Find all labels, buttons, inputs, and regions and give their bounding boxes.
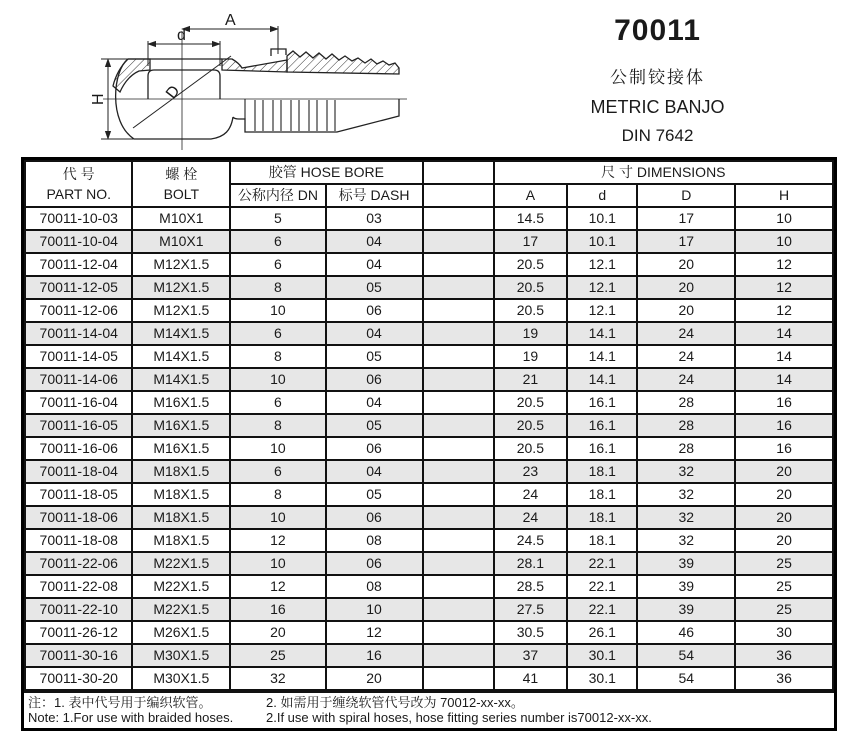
cell-dim-d: 18.1 <box>567 529 637 552</box>
cell-dim-h: 36 <box>735 667 833 690</box>
cell-dim-d: 18.1 <box>567 460 637 483</box>
cell-dim-h: 12 <box>735 253 833 276</box>
cell-part-no: 70011-10-03 <box>25 207 132 230</box>
cell-dim-a: 41 <box>494 667 568 690</box>
cell-dim-a: 20.5 <box>494 299 568 322</box>
cell-dn: 25 <box>230 644 325 667</box>
cell-dash: 10 <box>326 598 423 621</box>
cell-spacer <box>423 368 494 391</box>
cell-dash: 16 <box>326 644 423 667</box>
cell-part-no: 70011-16-05 <box>25 414 132 437</box>
cell-dim-d: 16.1 <box>567 391 637 414</box>
cell-dim-a: 27.5 <box>494 598 568 621</box>
cell-spacer <box>423 230 494 253</box>
cell-dim-h: 30 <box>735 621 833 644</box>
table-row <box>25 230 833 253</box>
cell-dim-h: 25 <box>735 598 833 621</box>
cell-dim-d: 18.1 <box>567 506 637 529</box>
cell-dim-a: 28.5 <box>494 575 568 598</box>
cell-dim-h: 20 <box>735 483 833 506</box>
cell-part-no: 70011-14-04 <box>25 322 132 345</box>
cell-part-no: 70011-10-04 <box>25 230 132 253</box>
cell-spacer <box>423 437 494 460</box>
cell-dn: 32 <box>230 667 325 690</box>
cell-bolt: M10X1 <box>132 230 230 253</box>
col-header-part-no-en: PART NO. <box>46 186 112 202</box>
cell-dim-a: 23 <box>494 460 568 483</box>
product-name-cn: 公制铰接体 <box>610 68 705 87</box>
col-header-bolt-en: BOLT <box>163 186 200 202</box>
cell-dim-D: 32 <box>637 460 735 483</box>
cell-part-no: 70011-22-06 <box>25 552 132 575</box>
cell-dim-a: 14.5 <box>494 207 568 230</box>
cell-dim-D: 32 <box>637 506 735 529</box>
cell-bolt: M16X1.5 <box>132 391 230 414</box>
table-row <box>25 598 833 621</box>
cell-dim-D: 24 <box>637 322 735 345</box>
cell-dim-D: 39 <box>637 598 735 621</box>
cell-dim-h: 16 <box>735 437 833 460</box>
cell-dn: 10 <box>230 437 325 460</box>
spacer-header-top <box>423 161 494 184</box>
banjo-fitting-drawing <box>55 4 455 154</box>
cell-dash: 06 <box>326 506 423 529</box>
table-row <box>25 437 833 460</box>
cell-dim-D: 54 <box>637 644 735 667</box>
col-header-d: d <box>567 184 637 207</box>
cell-part-no: 70011-18-08 <box>25 529 132 552</box>
cell-dim-h: 14 <box>735 322 833 345</box>
cell-dim-h: 36 <box>735 644 833 667</box>
cell-dim-d: 12.1 <box>567 299 637 322</box>
cell-dim-h: 20 <box>735 529 833 552</box>
cell-dim-a: 20.5 <box>494 391 568 414</box>
cell-dim-D: 54 <box>637 667 735 690</box>
cell-dim-d: 26.1 <box>567 621 637 644</box>
cell-bolt: M22X1.5 <box>132 552 230 575</box>
cell-part-no: 70011-30-16 <box>25 644 132 667</box>
cell-bolt: M30X1.5 <box>132 644 230 667</box>
table-row <box>25 253 833 276</box>
cell-dim-D: 28 <box>637 414 735 437</box>
dim-label-A: A <box>225 12 236 29</box>
table-row <box>25 368 833 391</box>
cell-dash: 03 <box>326 207 423 230</box>
cell-dash: 04 <box>326 230 423 253</box>
cell-dim-d: 14.1 <box>567 368 637 391</box>
cell-dim-h: 25 <box>735 575 833 598</box>
cell-dn: 6 <box>230 253 325 276</box>
note-cn-1: 注：1. 表中代号用于编织软管。 <box>28 695 212 710</box>
col-header-D: D <box>637 184 735 207</box>
cell-dim-h: 14 <box>735 368 833 391</box>
col-header-part-no-cn: 代 号 <box>62 166 95 182</box>
cell-dash: 04 <box>326 253 423 276</box>
table-row <box>25 552 833 575</box>
cell-dim-a: 20.5 <box>494 414 568 437</box>
cell-dim-h: 25 <box>735 552 833 575</box>
cell-dim-h: 20 <box>735 506 833 529</box>
table-row <box>25 483 833 506</box>
spec-table <box>21 157 837 731</box>
cell-spacer <box>423 345 494 368</box>
cell-bolt: M12X1.5 <box>132 276 230 299</box>
col-header-bolt <box>132 161 230 207</box>
product-name-en: METRIC BANJO <box>590 97 725 117</box>
cell-dn: 8 <box>230 345 325 368</box>
table-row <box>25 391 833 414</box>
cell-spacer <box>423 621 494 644</box>
cell-dim-a: 17 <box>494 230 568 253</box>
spacer-header-bottom <box>423 184 494 207</box>
cell-spacer <box>423 414 494 437</box>
cell-dn: 10 <box>230 552 325 575</box>
cell-spacer <box>423 299 494 322</box>
cell-dn: 5 <box>230 207 325 230</box>
cell-dim-D: 28 <box>637 437 735 460</box>
cell-dim-d: 16.1 <box>567 414 637 437</box>
cell-part-no: 70011-12-06 <box>25 299 132 322</box>
cell-dim-h: 16 <box>735 414 833 437</box>
table-row <box>25 414 833 437</box>
cell-dim-d: 16.1 <box>567 437 637 460</box>
cell-dn: 8 <box>230 276 325 299</box>
cell-dim-d: 30.1 <box>567 667 637 690</box>
dimension-lines <box>101 26 278 139</box>
cell-dim-h: 10 <box>735 230 833 253</box>
cell-dim-a: 20.5 <box>494 253 568 276</box>
dim-label-D: D <box>163 82 184 103</box>
cell-dim-D: 32 <box>637 483 735 506</box>
cell-spacer <box>423 552 494 575</box>
cell-dash: 06 <box>326 368 423 391</box>
cell-spacer <box>423 506 494 529</box>
cell-dim-d: 14.1 <box>567 322 637 345</box>
cell-dim-D: 17 <box>637 207 735 230</box>
cell-dash: 12 <box>326 621 423 644</box>
cell-dim-D: 46 <box>637 621 735 644</box>
cell-dim-D: 20 <box>637 253 735 276</box>
cell-dim-d: 14.1 <box>567 345 637 368</box>
cell-dim-d: 18.1 <box>567 483 637 506</box>
group-header-hose-bore: 胶管 HOSE BORE <box>230 161 422 184</box>
cell-dim-D: 20 <box>637 276 735 299</box>
cell-spacer <box>423 460 494 483</box>
cell-dash: 06 <box>326 437 423 460</box>
cell-dim-h: 10 <box>735 207 833 230</box>
cell-bolt: M18X1.5 <box>132 483 230 506</box>
cell-dim-a: 30.5 <box>494 621 568 644</box>
cell-bolt: M16X1.5 <box>132 437 230 460</box>
cell-part-no: 70011-18-04 <box>25 460 132 483</box>
cell-part-no: 70011-16-04 <box>25 391 132 414</box>
cell-dim-D: 32 <box>637 529 735 552</box>
cell-dn: 8 <box>230 414 325 437</box>
cell-dim-a: 20.5 <box>494 276 568 299</box>
cell-part-no: 70011-16-06 <box>25 437 132 460</box>
cell-spacer <box>423 276 494 299</box>
title-block <box>535 14 780 146</box>
cell-spacer <box>423 667 494 690</box>
col-header-A: A <box>494 184 568 207</box>
cell-dash: 04 <box>326 391 423 414</box>
cell-dn: 6 <box>230 391 325 414</box>
fitting-outline <box>113 49 399 139</box>
cell-dim-a: 24 <box>494 506 568 529</box>
cell-bolt: M16X1.5 <box>132 414 230 437</box>
cell-dim-D: 20 <box>637 299 735 322</box>
cell-dim-d: 12.1 <box>567 253 637 276</box>
cell-bolt: M18X1.5 <box>132 460 230 483</box>
col-header-part-no <box>25 161 132 207</box>
cell-part-no: 70011-12-04 <box>25 253 132 276</box>
dim-label-d: d <box>177 27 186 44</box>
cell-bolt: M22X1.5 <box>132 575 230 598</box>
series-number: 70011 <box>614 14 701 47</box>
cell-dim-d: 12.1 <box>567 276 637 299</box>
cell-bolt: M12X1.5 <box>132 253 230 276</box>
table-row <box>25 529 833 552</box>
table-row <box>25 345 833 368</box>
cell-dim-d: 10.1 <box>567 207 637 230</box>
cell-dash: 05 <box>326 414 423 437</box>
cell-dash: 06 <box>326 552 423 575</box>
cell-dim-a: 28.1 <box>494 552 568 575</box>
col-header-dn: 公称内径 DN <box>230 184 325 207</box>
cell-bolt: M22X1.5 <box>132 598 230 621</box>
cell-dim-D: 28 <box>637 391 735 414</box>
cell-dim-a: 37 <box>494 644 568 667</box>
cell-dim-h: 12 <box>735 299 833 322</box>
notes-section <box>24 691 834 728</box>
cell-dash: 05 <box>326 345 423 368</box>
cell-spacer <box>423 322 494 345</box>
cell-bolt: M14X1.5 <box>132 368 230 391</box>
cell-spacer <box>423 253 494 276</box>
cell-part-no: 70011-14-05 <box>25 345 132 368</box>
cell-bolt: M12X1.5 <box>132 299 230 322</box>
cell-dim-d: 30.1 <box>567 644 637 667</box>
cell-spacer <box>423 644 494 667</box>
cell-part-no: 70011-18-05 <box>25 483 132 506</box>
cell-dim-a: 21 <box>494 368 568 391</box>
cell-dim-d: 22.1 <box>567 575 637 598</box>
standard-number: DIN 7642 <box>621 126 694 145</box>
cell-spacer <box>423 207 494 230</box>
cell-dim-h: 20 <box>735 460 833 483</box>
col-header-H: H <box>735 184 833 207</box>
cell-dash: 06 <box>326 299 423 322</box>
cell-dim-D: 24 <box>637 345 735 368</box>
cell-dim-D: 24 <box>637 368 735 391</box>
cell-dash: 05 <box>326 276 423 299</box>
cell-bolt: M26X1.5 <box>132 621 230 644</box>
table-row <box>25 575 833 598</box>
cell-dn: 6 <box>230 460 325 483</box>
cell-part-no: 70011-22-08 <box>25 575 132 598</box>
table-row <box>25 621 833 644</box>
cell-dn: 10 <box>230 506 325 529</box>
cell-dn: 8 <box>230 483 325 506</box>
cell-part-no: 70011-30-20 <box>25 667 132 690</box>
cell-dash: 04 <box>326 322 423 345</box>
cell-dim-h: 14 <box>735 345 833 368</box>
cell-dn: 16 <box>230 598 325 621</box>
cell-dim-h: 16 <box>735 391 833 414</box>
cell-dash: 20 <box>326 667 423 690</box>
cell-part-no: 70011-26-12 <box>25 621 132 644</box>
cell-bolt: M30X1.5 <box>132 667 230 690</box>
cell-dash: 08 <box>326 575 423 598</box>
cell-dn: 12 <box>230 575 325 598</box>
cell-dim-a: 24.5 <box>494 529 568 552</box>
table-row <box>25 299 833 322</box>
cell-dn: 12 <box>230 529 325 552</box>
cell-dn: 10 <box>230 299 325 322</box>
table-row <box>25 644 833 667</box>
table-header <box>25 161 833 207</box>
group-header-dimensions: 尺 寸 DIMENSIONS <box>494 161 833 184</box>
cell-bolt: M18X1.5 <box>132 529 230 552</box>
cell-dim-a: 19 <box>494 322 568 345</box>
cell-bolt: M18X1.5 <box>132 506 230 529</box>
note-en-1: Note: 1.For use with braided hoses. <box>28 710 234 725</box>
cell-dim-a: 20.5 <box>494 437 568 460</box>
cell-spacer <box>423 575 494 598</box>
cell-dim-D: 39 <box>637 552 735 575</box>
cell-part-no: 70011-22-10 <box>25 598 132 621</box>
cell-dash: 04 <box>326 460 423 483</box>
table-row <box>25 276 833 299</box>
cell-dim-d: 22.1 <box>567 552 637 575</box>
table-row <box>25 460 833 483</box>
cell-dn: 6 <box>230 230 325 253</box>
table-row <box>25 506 833 529</box>
cell-spacer <box>423 483 494 506</box>
cell-dim-d: 22.1 <box>567 598 637 621</box>
cell-spacer <box>423 391 494 414</box>
cell-part-no: 70011-18-06 <box>25 506 132 529</box>
cell-spacer <box>423 598 494 621</box>
col-header-dash: 标号 DASH <box>326 184 423 207</box>
cell-bolt: M14X1.5 <box>132 322 230 345</box>
dim-label-H: H <box>90 93 107 105</box>
note-en-2: 2.If use with spiral hoses, hose fitting series number is70012-xx-xx. <box>266 710 652 725</box>
cell-part-no: 70011-14-06 <box>25 368 132 391</box>
cell-dim-h: 12 <box>735 276 833 299</box>
cell-dim-D: 17 <box>637 230 735 253</box>
cell-dash: 05 <box>326 483 423 506</box>
cell-dn: 20 <box>230 621 325 644</box>
table-row <box>25 322 833 345</box>
cell-part-no: 70011-12-05 <box>25 276 132 299</box>
cell-dim-a: 24 <box>494 483 568 506</box>
note-cn-2: 2. 如需用于缠绕软管代号改为 70012-xx-xx。 <box>266 695 524 710</box>
cell-bolt: M14X1.5 <box>132 345 230 368</box>
cell-dn: 10 <box>230 368 325 391</box>
cell-bolt: M10X1 <box>132 207 230 230</box>
col-header-bolt-cn: 螺 栓 <box>165 166 198 182</box>
table-row <box>25 667 833 690</box>
cell-dash: 08 <box>326 529 423 552</box>
table-row <box>25 207 833 230</box>
cell-dim-d: 10.1 <box>567 230 637 253</box>
cell-dim-D: 39 <box>637 575 735 598</box>
cell-dim-a: 19 <box>494 345 568 368</box>
cell-spacer <box>423 529 494 552</box>
cell-dn: 6 <box>230 322 325 345</box>
table-body <box>25 207 833 690</box>
